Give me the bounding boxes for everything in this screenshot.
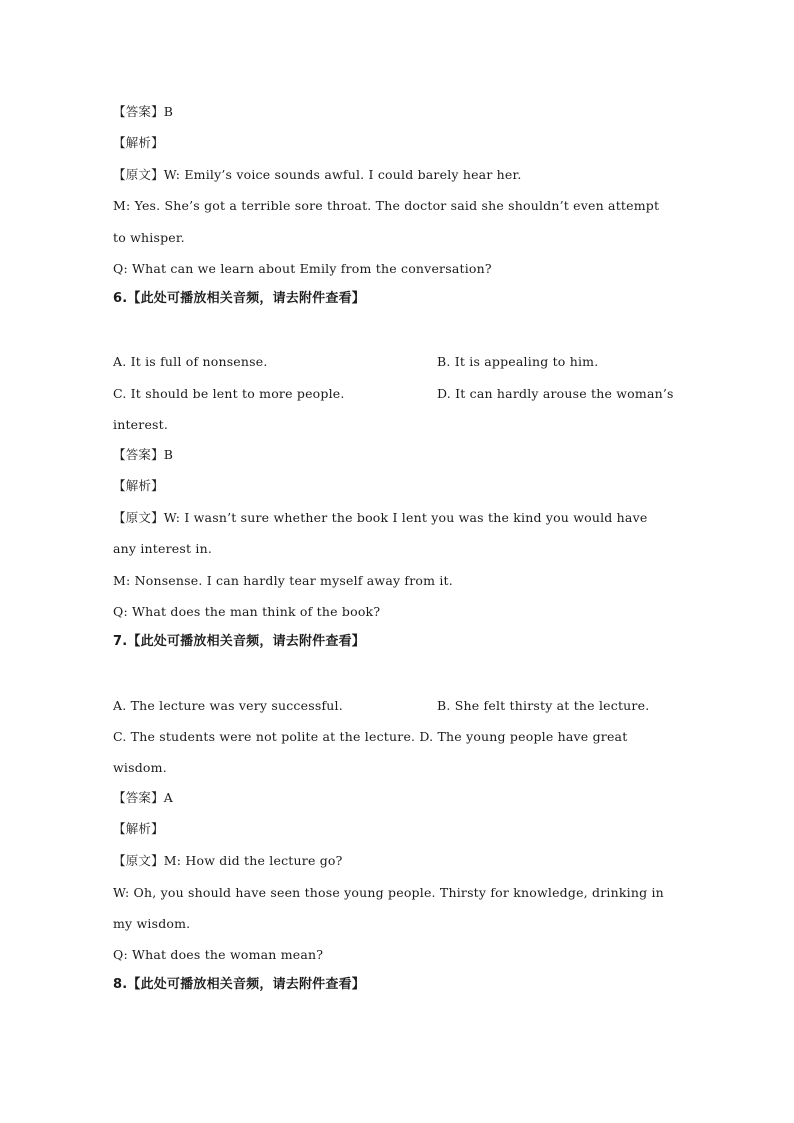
question-line: Q: What does the man think of the book? — [113, 604, 381, 619]
option-a: A. The lecture was very successful. — [113, 698, 343, 713]
transcript-line: M: Nonsense. I can hardly tear myself away from it. — [113, 573, 453, 588]
question-line: Q: What does the woman mean? — [113, 947, 324, 962]
option-d-continued: wisdom. — [113, 760, 167, 775]
transcript-line: my wisdom. — [113, 916, 191, 931]
option-b: B. She felt thirsty at the lecture. — [437, 698, 650, 713]
question-8-heading: 8.【此处可播放相关音频，请去附件查看】 — [113, 977, 365, 992]
transcript-line: any interest in. — [113, 541, 213, 556]
option-c: C. It should be lent to more people. — [113, 386, 345, 401]
question-line: Q: What can we learn about Emily from the conversation? — [113, 261, 492, 276]
answer-label: 【答案】B — [113, 447, 174, 462]
option-a: A. It is full of nonsense. — [113, 354, 268, 369]
transcript-line: to whisper. — [113, 230, 185, 245]
transcript-line: 【原文】W: I wasn’t sure whether the book I lent you was the kind you would have — [113, 510, 648, 525]
option-b: B. It is appealing to him. — [437, 354, 599, 369]
transcript-line: 【原文】W: Emily’s voice sounds awful. I could barely hear her. — [113, 167, 522, 182]
transcript-line: 【原文】M: How did the lecture go? — [113, 853, 343, 868]
answer-label: 【答案】A — [113, 790, 174, 805]
question-6-heading: 6.【此处可播放相关音频，请去附件查看】 — [113, 291, 365, 306]
analysis-label: 【解析】 — [113, 135, 164, 150]
analysis-label: 【解析】 — [113, 821, 164, 836]
option-d: D. It can hardly arouse the woman’s — [437, 386, 674, 401]
question-7-heading: 7.【此处可播放相关音频，请去附件查看】 — [113, 634, 365, 649]
option-d-continued: interest. — [113, 417, 169, 432]
answer-label: 【答案】B — [113, 104, 174, 119]
option-c-d: C. The students were not polite at the lecture. D. The young people have great — [113, 729, 628, 744]
transcript-line: M: Yes. She’s got a terrible sore throat. The doctor said she shouldn’t even attempt — [113, 198, 660, 213]
analysis-label: 【解析】 — [113, 478, 164, 493]
transcript-line: W: Oh, you should have seen those young people. Thirsty for knowledge, drinking in — [113, 885, 664, 900]
